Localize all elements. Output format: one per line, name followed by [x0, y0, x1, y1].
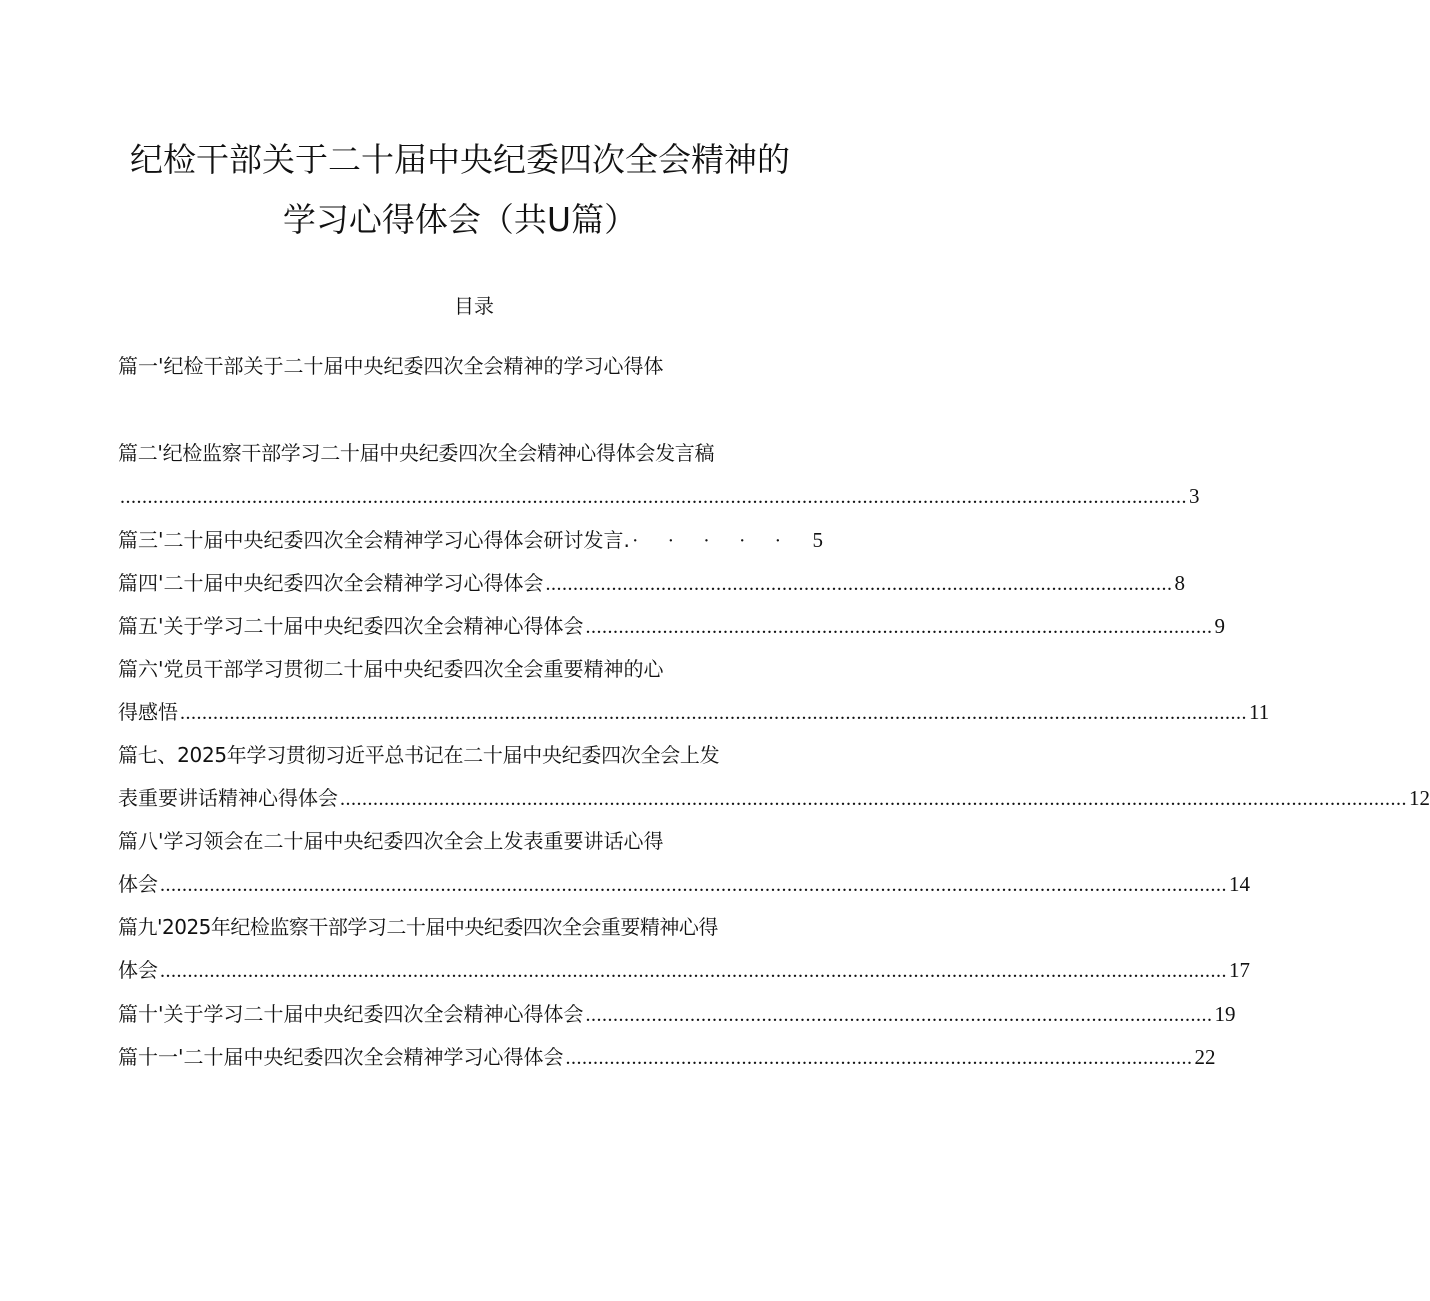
toc-entry-title: 篇五'关于学习二十届中央纪委四次全会精神心得体会 — [118, 614, 584, 638]
dot-leader: .................................................................................................................................................................................................. — [160, 960, 1227, 982]
toc-entry-title-continuation: 体会 — [118, 958, 158, 982]
toc-entry-title: 篇八'学习领会在二十届中央纪委四次全会上发表重要讲话心得 — [118, 829, 664, 853]
dot-leader: .................................................................................................................. — [545, 573, 1173, 595]
toc-entry-title: 篇七、2025年学习贯彻习近平总书记在二十届中央纪委四次全会上发 — [118, 743, 720, 767]
toc-entry-title-continuation: 表重要讲话精神心得体会 — [118, 786, 338, 810]
toc-entry-title: 篇六'党员干部学习贯彻二十届中央纪委四次全会重要精神的心 — [118, 657, 664, 681]
dot-leader: .................................................................................................................. — [565, 1047, 1193, 1069]
toc-page-number: 11 — [1249, 700, 1270, 724]
toc-entry-3[interactable] — [118, 527, 823, 554]
toc-entry-title: 篇一'纪检干部关于二十届中央纪委四次全会精神的学习心得体 — [118, 354, 664, 378]
toc-page-number: 5 — [812, 528, 823, 552]
toc-entry-title: 篇九'2025年纪检监察干部学习二十届中央纪委四次全会重要精神心得 — [118, 915, 718, 939]
toc-entry-title: 篇二'纪检监察干部学习二十届中央纪委四次全会精神心得体会发言稿 — [118, 441, 715, 465]
toc-entry-6[interactable] — [118, 656, 823, 682]
dot-leader: · · · · · — [631, 530, 794, 552]
toc-entry-2-leader-row[interactable] — [118, 483, 1200, 510]
toc-entry-title-continuation: 得感悟 — [118, 700, 178, 724]
toc-entry-7[interactable] — [118, 742, 823, 768]
toc-entry-9-continuation[interactable] — [118, 957, 1250, 984]
toc-page-number: 9 — [1214, 614, 1225, 638]
toc-page-number: 17 — [1229, 958, 1250, 982]
toc-entry-7-continuation[interactable] — [118, 785, 1430, 812]
dot-leader: .................................................................................................................................................................................................. — [340, 788, 1407, 810]
toc-entry-1[interactable] — [118, 353, 823, 379]
toc-page-number: 12 — [1409, 786, 1430, 810]
toc-entry-title: 篇四'二十届中央纪委四次全会精神学习心得体会 — [118, 571, 544, 595]
toc-entry-9[interactable] — [118, 914, 823, 940]
toc-entry-11[interactable] — [118, 1044, 1216, 1071]
toc-entry-title-continuation: 体会 — [118, 872, 158, 896]
document-title-line-1: 纪检干部关于二十届中央纪委四次全会精神的 — [130, 140, 790, 179]
toc-entry-5[interactable] — [118, 613, 1225, 640]
toc-page-number: 8 — [1174, 571, 1185, 595]
toc-page-number: 3 — [1189, 484, 1200, 508]
toc-page-number: 14 — [1229, 872, 1250, 896]
toc-entry-title: 篇十一'二十届中央纪委四次全会精神学习心得体会 — [118, 1045, 564, 1069]
toc-entry-2[interactable] — [118, 440, 823, 466]
dot-leader: .................................................................................................................................................................................................. — [180, 702, 1247, 724]
toc-page-number: 19 — [1214, 1002, 1236, 1026]
dot-leader: .................................................................................................................................................................................................. — [160, 874, 1227, 896]
toc-page-number: 22 — [1194, 1045, 1216, 1069]
toc-entry-8[interactable] — [118, 828, 823, 854]
toc-entry-8-continuation[interactable] — [118, 871, 1250, 898]
toc-heading: 目录 — [454, 294, 494, 318]
document-title-line-2: 学习心得体会（共U篇） — [282, 200, 638, 239]
toc-entry-10[interactable] — [118, 1001, 1236, 1028]
toc-entry-4[interactable] — [118, 570, 1185, 597]
dot-leader: .................................................................................................................. — [585, 616, 1213, 638]
toc-entry-title: 篇十'关于学习二十届中央纪委四次全会精神心得体会 — [118, 1002, 584, 1026]
dot-leader: .................................................................................................................................................................................................. — [120, 486, 1187, 508]
toc-entry-6-continuation[interactable] — [118, 699, 1270, 726]
dot-leader: .................................................................................................................. — [585, 1004, 1213, 1026]
toc-entry-title: 篇三'二十届中央纪委四次全会精神学习心得体会研讨发言. — [118, 528, 630, 552]
